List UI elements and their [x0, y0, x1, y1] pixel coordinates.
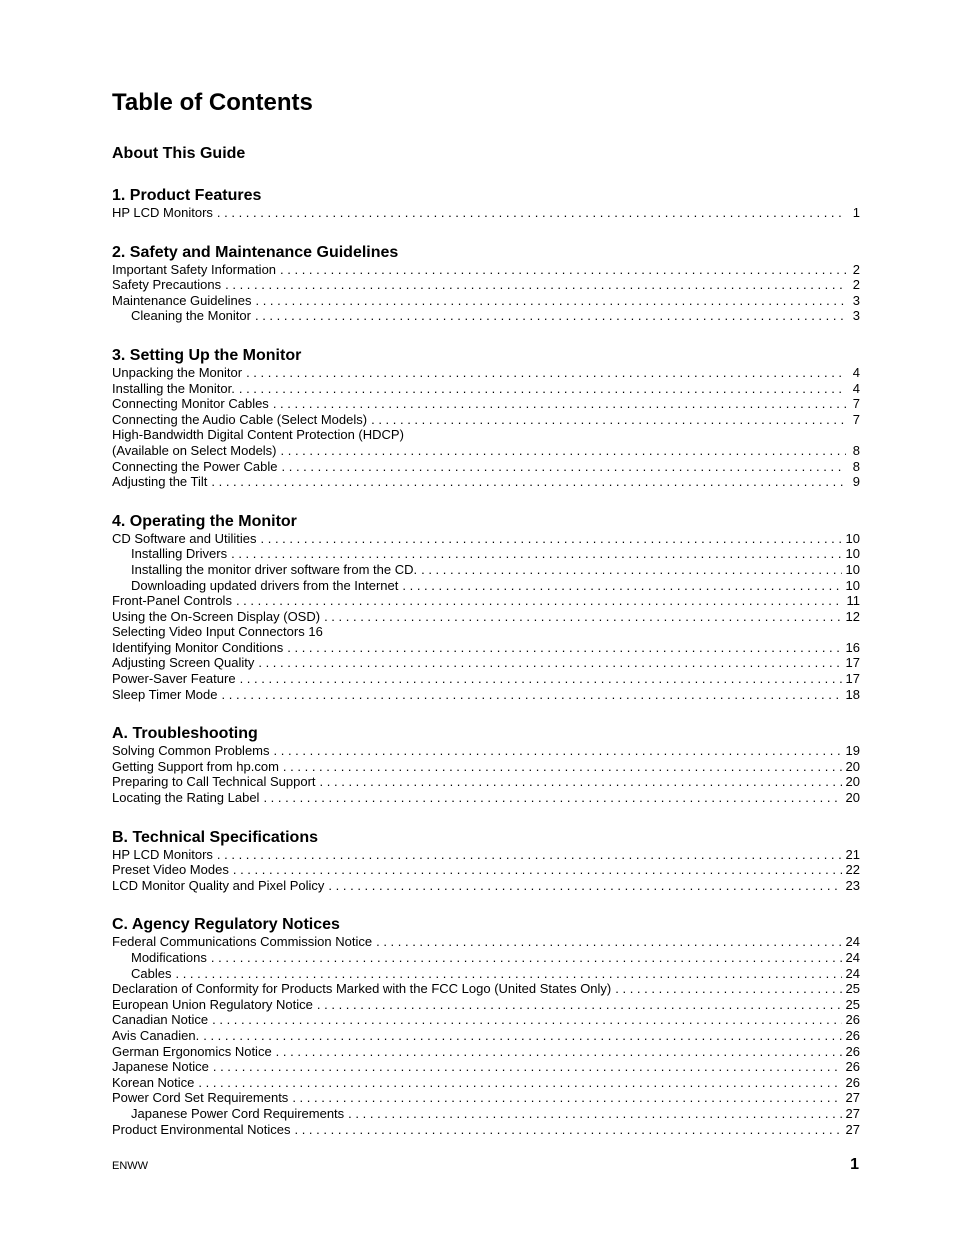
- toc-entry[interactable]: [112, 1044, 860, 1060]
- toc-entry-page: 24: [845, 950, 860, 965]
- toc-entry[interactable]: [112, 308, 860, 324]
- toc-entry-page: 20: [845, 758, 860, 774]
- toc-entry-page: 26: [845, 1012, 860, 1028]
- toc-entry-page: 19: [845, 743, 860, 759]
- footer-page-number: 1: [850, 1156, 859, 1173]
- toc-entry-label: Product Environmental Notices: [112, 1121, 291, 1137]
- toc-entry-page: 21: [845, 846, 860, 862]
- toc-entry[interactable]: [112, 790, 860, 806]
- toc-entry-page: 16: [845, 639, 860, 655]
- dot-leader: [317, 997, 842, 1013]
- toc-entry-label: Modifications: [131, 950, 207, 965]
- toc-entry-label: Selecting Video Input Connectors 16: [112, 624, 323, 640]
- toc-entry[interactable]: [112, 950, 860, 966]
- toc-entry-page: 26: [845, 1059, 860, 1075]
- toc-entry[interactable]: [112, 862, 860, 878]
- toc-entry[interactable]: [112, 1090, 860, 1106]
- dot-leader: [211, 474, 846, 490]
- toc-section: [112, 828, 860, 894]
- toc-entry-page: 10: [845, 561, 860, 577]
- dot-leader: [320, 774, 842, 790]
- toc-entry-page: 10: [845, 577, 860, 593]
- toc-entry-page: 25: [845, 981, 860, 997]
- toc-entry-page: 1: [852, 205, 860, 220]
- dot-leader: [231, 546, 841, 562]
- toc-entry[interactable]: [112, 396, 860, 412]
- toc-entry-label: Declaration of Conformity for Products Marked with the FCC Logo (United States Only): [112, 981, 612, 997]
- toc-entry[interactable]: [112, 624, 860, 640]
- dot-leader: [175, 966, 841, 982]
- toc-entry[interactable]: [112, 743, 860, 759]
- toc-entry-page: 10: [845, 546, 860, 562]
- toc-entry[interactable]: [112, 443, 860, 459]
- toc-entry[interactable]: [112, 262, 860, 278]
- toc-entry-label: Preset Video Modes: [112, 862, 229, 878]
- toc-section: [112, 243, 860, 324]
- toc-entry-label: Cleaning the Monitor: [131, 308, 251, 324]
- toc-entry-label: High-Bandwidth Digital Content Protection (HDCP): [112, 427, 404, 443]
- toc-entry[interactable]: [112, 381, 860, 397]
- toc-entry-list: [112, 847, 860, 894]
- toc-entry-label: Japanese Power Cord Requirements: [131, 1105, 345, 1121]
- toc-entry-page: 8: [852, 458, 860, 474]
- toc-entry[interactable]: [112, 205, 860, 221]
- page-title: Table of Contents: [112, 89, 313, 116]
- toc-entry-label: Identifying Monitor Conditions: [112, 639, 284, 655]
- toc-entry[interactable]: [112, 1012, 860, 1028]
- toc-entry-label: Cables: [131, 965, 172, 981]
- dot-leader: [615, 981, 841, 997]
- section-heading: B. Technical Specifications: [112, 828, 318, 846]
- toc-entry-page: 4: [852, 380, 860, 396]
- toc-entry-label: Japanese Notice: [112, 1059, 209, 1075]
- toc-entry-list: [112, 743, 860, 805]
- section-heading: 3. Setting Up the Monitor: [112, 346, 302, 364]
- toc-entry-page: 24: [845, 965, 860, 981]
- toc-entry-label: Connecting Monitor Cables: [112, 396, 269, 412]
- toc-entry-label: Installing the Monitor.: [112, 380, 235, 396]
- toc-entry[interactable]: [112, 966, 860, 982]
- toc-entry-page: 27: [845, 1105, 860, 1121]
- toc-entry-page: 11: [846, 593, 860, 609]
- toc-entry[interactable]: [112, 655, 860, 671]
- dot-leader: [348, 1106, 841, 1122]
- toc-entry[interactable]: [112, 878, 860, 894]
- toc-entry-page: 4: [852, 364, 860, 380]
- toc-section: [112, 346, 860, 490]
- toc-entry-page: 2: [852, 277, 860, 293]
- toc-entry-page: 26: [845, 1027, 860, 1043]
- toc-entry-page: 10: [845, 530, 860, 546]
- toc-entry[interactable]: [112, 427, 860, 443]
- toc-entry-label: Unpacking the Monitor: [112, 364, 243, 380]
- toc-entry-page: 12: [845, 608, 860, 624]
- toc-entry-label: Preparing to Call Technical Support: [112, 774, 316, 790]
- dot-leader: [261, 531, 842, 547]
- toc-entry[interactable]: [112, 997, 860, 1013]
- toc-entry-list: [112, 934, 860, 1137]
- section-heading: 4. Operating the Monitor: [112, 512, 297, 530]
- toc-entry-label: LCD Monitor Quality and Pixel Policy: [112, 877, 325, 893]
- toc-entry-label: Maintenance Guidelines: [112, 292, 252, 308]
- dot-leader: [213, 1059, 842, 1075]
- toc-entry-label: Connecting the Audio Cable (Select Models): [112, 411, 368, 427]
- toc-entry[interactable]: [112, 1075, 860, 1091]
- toc-entry-page: 18: [845, 686, 860, 702]
- toc-entry-page: 20: [845, 790, 860, 806]
- dot-leader: [236, 593, 843, 609]
- toc-entry-label: Front-Panel Controls: [112, 593, 232, 609]
- toc-entry[interactable]: [112, 459, 860, 475]
- toc-section: [112, 915, 860, 1137]
- dot-leader: [258, 655, 841, 671]
- toc-entry-page: 26: [845, 1043, 860, 1059]
- toc-entry-page: 7: [852, 396, 860, 412]
- toc-entry-label: HP LCD Monitors: [112, 205, 213, 220]
- toc-page: [112, 88, 860, 1137]
- toc-entry[interactable]: [112, 640, 860, 656]
- dot-leader: [239, 381, 846, 397]
- toc-entry-page: 20: [845, 774, 860, 790]
- dot-leader: [287, 640, 841, 656]
- toc-entry-page: 23: [845, 877, 860, 893]
- dot-leader: [328, 878, 841, 894]
- toc-entry[interactable]: [112, 687, 860, 703]
- dot-leader: [255, 308, 846, 324]
- toc-entry[interactable]: [112, 578, 860, 594]
- toc-entry-label: Safety Precautions: [112, 277, 222, 293]
- dot-leader: [292, 1090, 841, 1106]
- dot-leader: [222, 687, 842, 703]
- toc-entry-label: European Union Regulatory Notice: [112, 996, 313, 1012]
- toc-entry[interactable]: [112, 277, 860, 293]
- toc-entry-list: [112, 365, 860, 490]
- toc-entry-label: Downloading updated drivers from the Internet: [131, 577, 399, 593]
- toc-entry[interactable]: [112, 293, 860, 309]
- dot-leader: [294, 1122, 841, 1138]
- toc-entry[interactable]: [112, 365, 860, 381]
- toc-entry[interactable]: [112, 412, 860, 428]
- toc-entry-page: 22: [845, 862, 860, 878]
- toc-entry[interactable]: [112, 759, 860, 775]
- dot-leader: [274, 743, 842, 759]
- toc-section: [112, 512, 860, 703]
- dot-leader: [376, 934, 841, 950]
- toc-entry-label: Adjusting Screen Quality: [112, 655, 255, 671]
- toc-entry-label: Connecting the Power Cable: [112, 458, 278, 474]
- dot-leader: [280, 262, 846, 278]
- toc-entry-page: 3: [852, 292, 860, 308]
- toc-entry-page: 2: [852, 261, 860, 277]
- dot-leader: [273, 396, 846, 412]
- toc-entry-label: German Ergonomics Notice: [112, 1043, 272, 1059]
- section-heading: C. Agency Regulatory Notices: [112, 916, 340, 934]
- toc-entry[interactable]: [112, 774, 860, 790]
- toc-entry[interactable]: [112, 546, 860, 562]
- toc-entry-label: Sleep Timer Mode: [112, 686, 218, 702]
- section-heading: A. Troubleshooting: [112, 725, 258, 743]
- dot-leader: [198, 1075, 841, 1091]
- toc-section: [112, 724, 860, 805]
- toc-entry-label: Locating the Rating Label: [112, 790, 260, 806]
- toc-entry-label: Installing Drivers: [131, 546, 228, 562]
- dot-leader: [371, 412, 846, 428]
- dot-leader: [263, 790, 841, 806]
- dot-leader: [203, 1028, 841, 1044]
- dot-leader: [255, 293, 846, 309]
- toc-entry-label: Solving Common Problems: [112, 743, 270, 759]
- toc-entry[interactable]: [112, 609, 860, 625]
- toc-entry[interactable]: [112, 1028, 860, 1044]
- toc-entry[interactable]: [112, 671, 860, 687]
- dot-leader: [276, 1044, 842, 1060]
- dot-leader: [283, 759, 842, 775]
- toc-entry-label: HP LCD Monitors: [112, 846, 213, 862]
- toc-entry[interactable]: [112, 593, 860, 609]
- toc-entry[interactable]: [112, 531, 860, 547]
- dot-leader: [282, 459, 847, 475]
- toc-entry-page: 26: [845, 1074, 860, 1090]
- toc-entry-page: 17: [845, 655, 860, 671]
- toc-entry-label: Adjusting the Tilt: [112, 474, 208, 490]
- toc-sections: [112, 186, 860, 1137]
- dot-leader: [402, 578, 841, 594]
- dot-leader: [421, 562, 841, 578]
- toc-entry-label: Korean Notice: [112, 1074, 195, 1090]
- toc-entry-page: 17: [845, 671, 860, 687]
- toc-entry-label: Getting Support from hp.com: [112, 758, 279, 774]
- dot-leader: [212, 1012, 841, 1028]
- toc-entry-label: CD Software and Utilities: [112, 530, 257, 546]
- toc-entry-page: 9: [852, 474, 860, 490]
- dot-leader: [281, 443, 846, 459]
- toc-entry[interactable]: [112, 934, 860, 950]
- footer-label: ENWW: [112, 1160, 149, 1172]
- dot-leader: [233, 862, 842, 878]
- toc-entry-page: 24: [845, 934, 860, 950]
- toc-entry-list: [112, 531, 860, 703]
- dot-leader: [211, 950, 842, 966]
- toc-entry[interactable]: [112, 1122, 860, 1138]
- toc-entry[interactable]: [112, 847, 860, 863]
- section-heading: 2. Safety and Maintenance Guidelines: [112, 243, 399, 261]
- about-this-guide-heading: About This Guide: [112, 145, 246, 162]
- dot-leader: [240, 671, 842, 687]
- toc-entry-page: 27: [845, 1090, 860, 1106]
- toc-entry-label: Avis Canadien.: [112, 1027, 200, 1043]
- toc-entry-label: Power Cord Set Requirements: [112, 1090, 289, 1106]
- toc-entry-page: 7: [852, 411, 860, 427]
- toc-entry[interactable]: [112, 1059, 860, 1075]
- toc-entry-label: Power-Saver Feature: [112, 671, 236, 687]
- section-heading: 1. Product Features: [112, 187, 262, 204]
- toc-entry-page: 8: [852, 442, 860, 458]
- dot-leader: [217, 205, 846, 221]
- toc-entry[interactable]: [112, 562, 860, 578]
- dot-leader: [324, 609, 841, 625]
- toc-entry-page: 27: [845, 1121, 860, 1137]
- toc-entry-page: 3: [852, 308, 860, 324]
- dot-leader: [217, 847, 842, 863]
- dot-leader: [225, 277, 846, 293]
- toc-entry-label: Canadian Notice: [112, 1012, 209, 1028]
- toc-entry-label: (Available on Select Models): [112, 442, 277, 458]
- dot-leader: [246, 365, 846, 381]
- toc-section: [112, 186, 860, 221]
- toc-entry-label: Using the On-Screen Display (OSD): [112, 608, 321, 624]
- toc-entry-label: Important Safety Information: [112, 261, 277, 277]
- toc-entry[interactable]: [112, 981, 860, 997]
- toc-entry-label: Federal Communications Commission Notice: [112, 934, 373, 950]
- toc-entry-label: Installing the monitor driver software from the CD.: [131, 561, 418, 577]
- toc-entry-list: [112, 205, 860, 221]
- toc-entry-list: [112, 262, 860, 324]
- toc-entry[interactable]: [112, 474, 860, 490]
- toc-entry-page: 25: [845, 996, 860, 1012]
- toc-entry[interactable]: [112, 1106, 860, 1122]
